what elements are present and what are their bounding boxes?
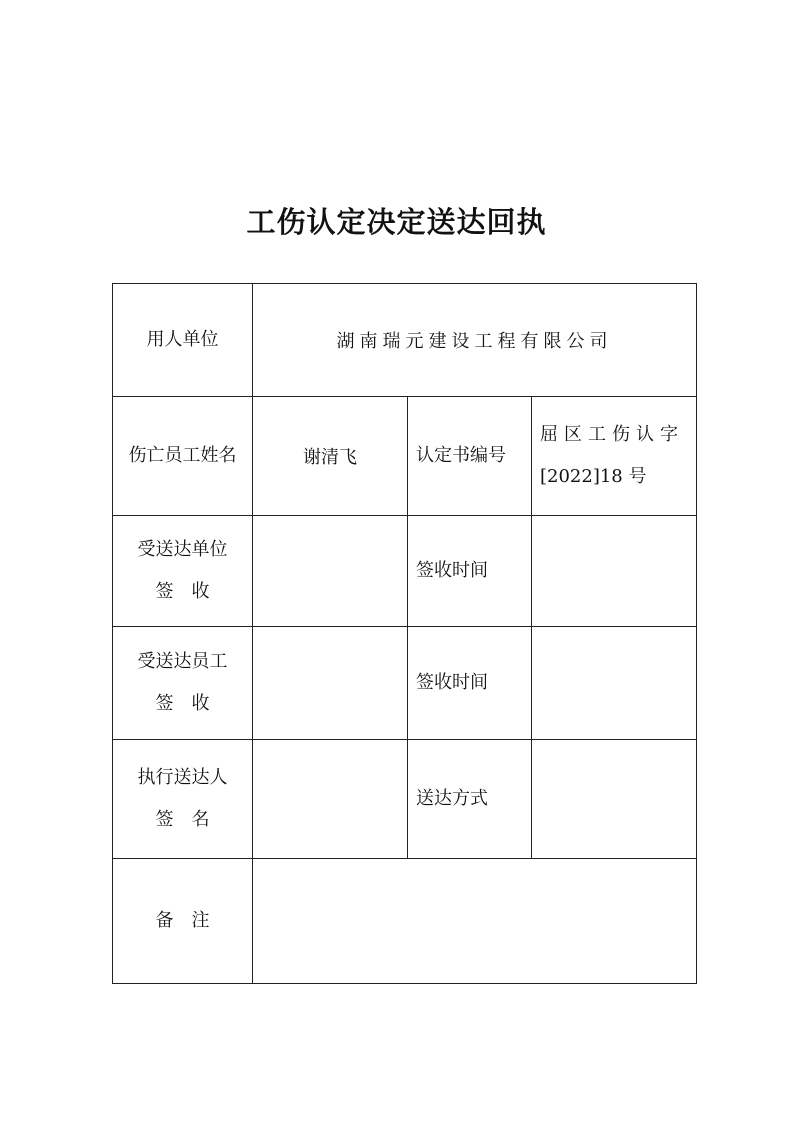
cert-number-line2: [2022]18 号 — [540, 466, 647, 487]
server-row — [113, 740, 697, 859]
server-label-line1: 执行送达人 — [137, 767, 228, 788]
document-title: 工伤认定决定送达回执 — [246, 205, 547, 239]
employee-name-value: 谢清飞 — [253, 397, 408, 516]
employer-label: 用人单位 — [113, 284, 253, 397]
employee-row — [113, 397, 697, 516]
remarks-field[interactable] — [253, 859, 697, 984]
recipient-employee-label — [113, 627, 253, 740]
delivery-method-field[interactable] — [532, 740, 697, 859]
cert-number-label: 认定书编号 — [408, 397, 532, 516]
recipient-employee-sign-field[interactable] — [253, 627, 408, 740]
remarks-row — [113, 859, 697, 984]
server-sign-field[interactable] — [253, 740, 408, 859]
recipient-employee-label-line1: 受送达员工 — [137, 651, 228, 672]
recipient-employee-label-line2: 签 收 — [155, 693, 210, 714]
employer-value: 湖南瑞元建设工程有限公司 — [253, 284, 697, 397]
sign-time-field-2[interactable] — [532, 627, 697, 740]
recipient-unit-sign-field[interactable] — [253, 516, 408, 627]
sign-time-label-1: 签收时间 — [408, 516, 532, 627]
recipient-unit-row — [113, 516, 697, 627]
recipient-unit-label-line1: 受送达单位 — [137, 539, 228, 560]
recipient-unit-label — [113, 516, 253, 627]
recipient-employee-row — [113, 627, 697, 740]
cert-number-value — [532, 397, 697, 516]
employee-name-label: 伤亡员工姓名 — [113, 397, 253, 516]
server-label-line2: 签 名 — [155, 809, 210, 830]
remarks-label: 备 注 — [113, 859, 253, 984]
receipt-form-table — [112, 283, 697, 984]
employer-row — [113, 284, 697, 397]
sign-time-label-2: 签收时间 — [408, 627, 532, 740]
sign-time-field-1[interactable] — [532, 516, 697, 627]
cert-number-line1: 屈区工伤认字 — [540, 424, 684, 445]
server-label — [113, 740, 253, 859]
delivery-method-label: 送达方式 — [408, 740, 532, 859]
recipient-unit-label-line2: 签 收 — [155, 581, 210, 602]
